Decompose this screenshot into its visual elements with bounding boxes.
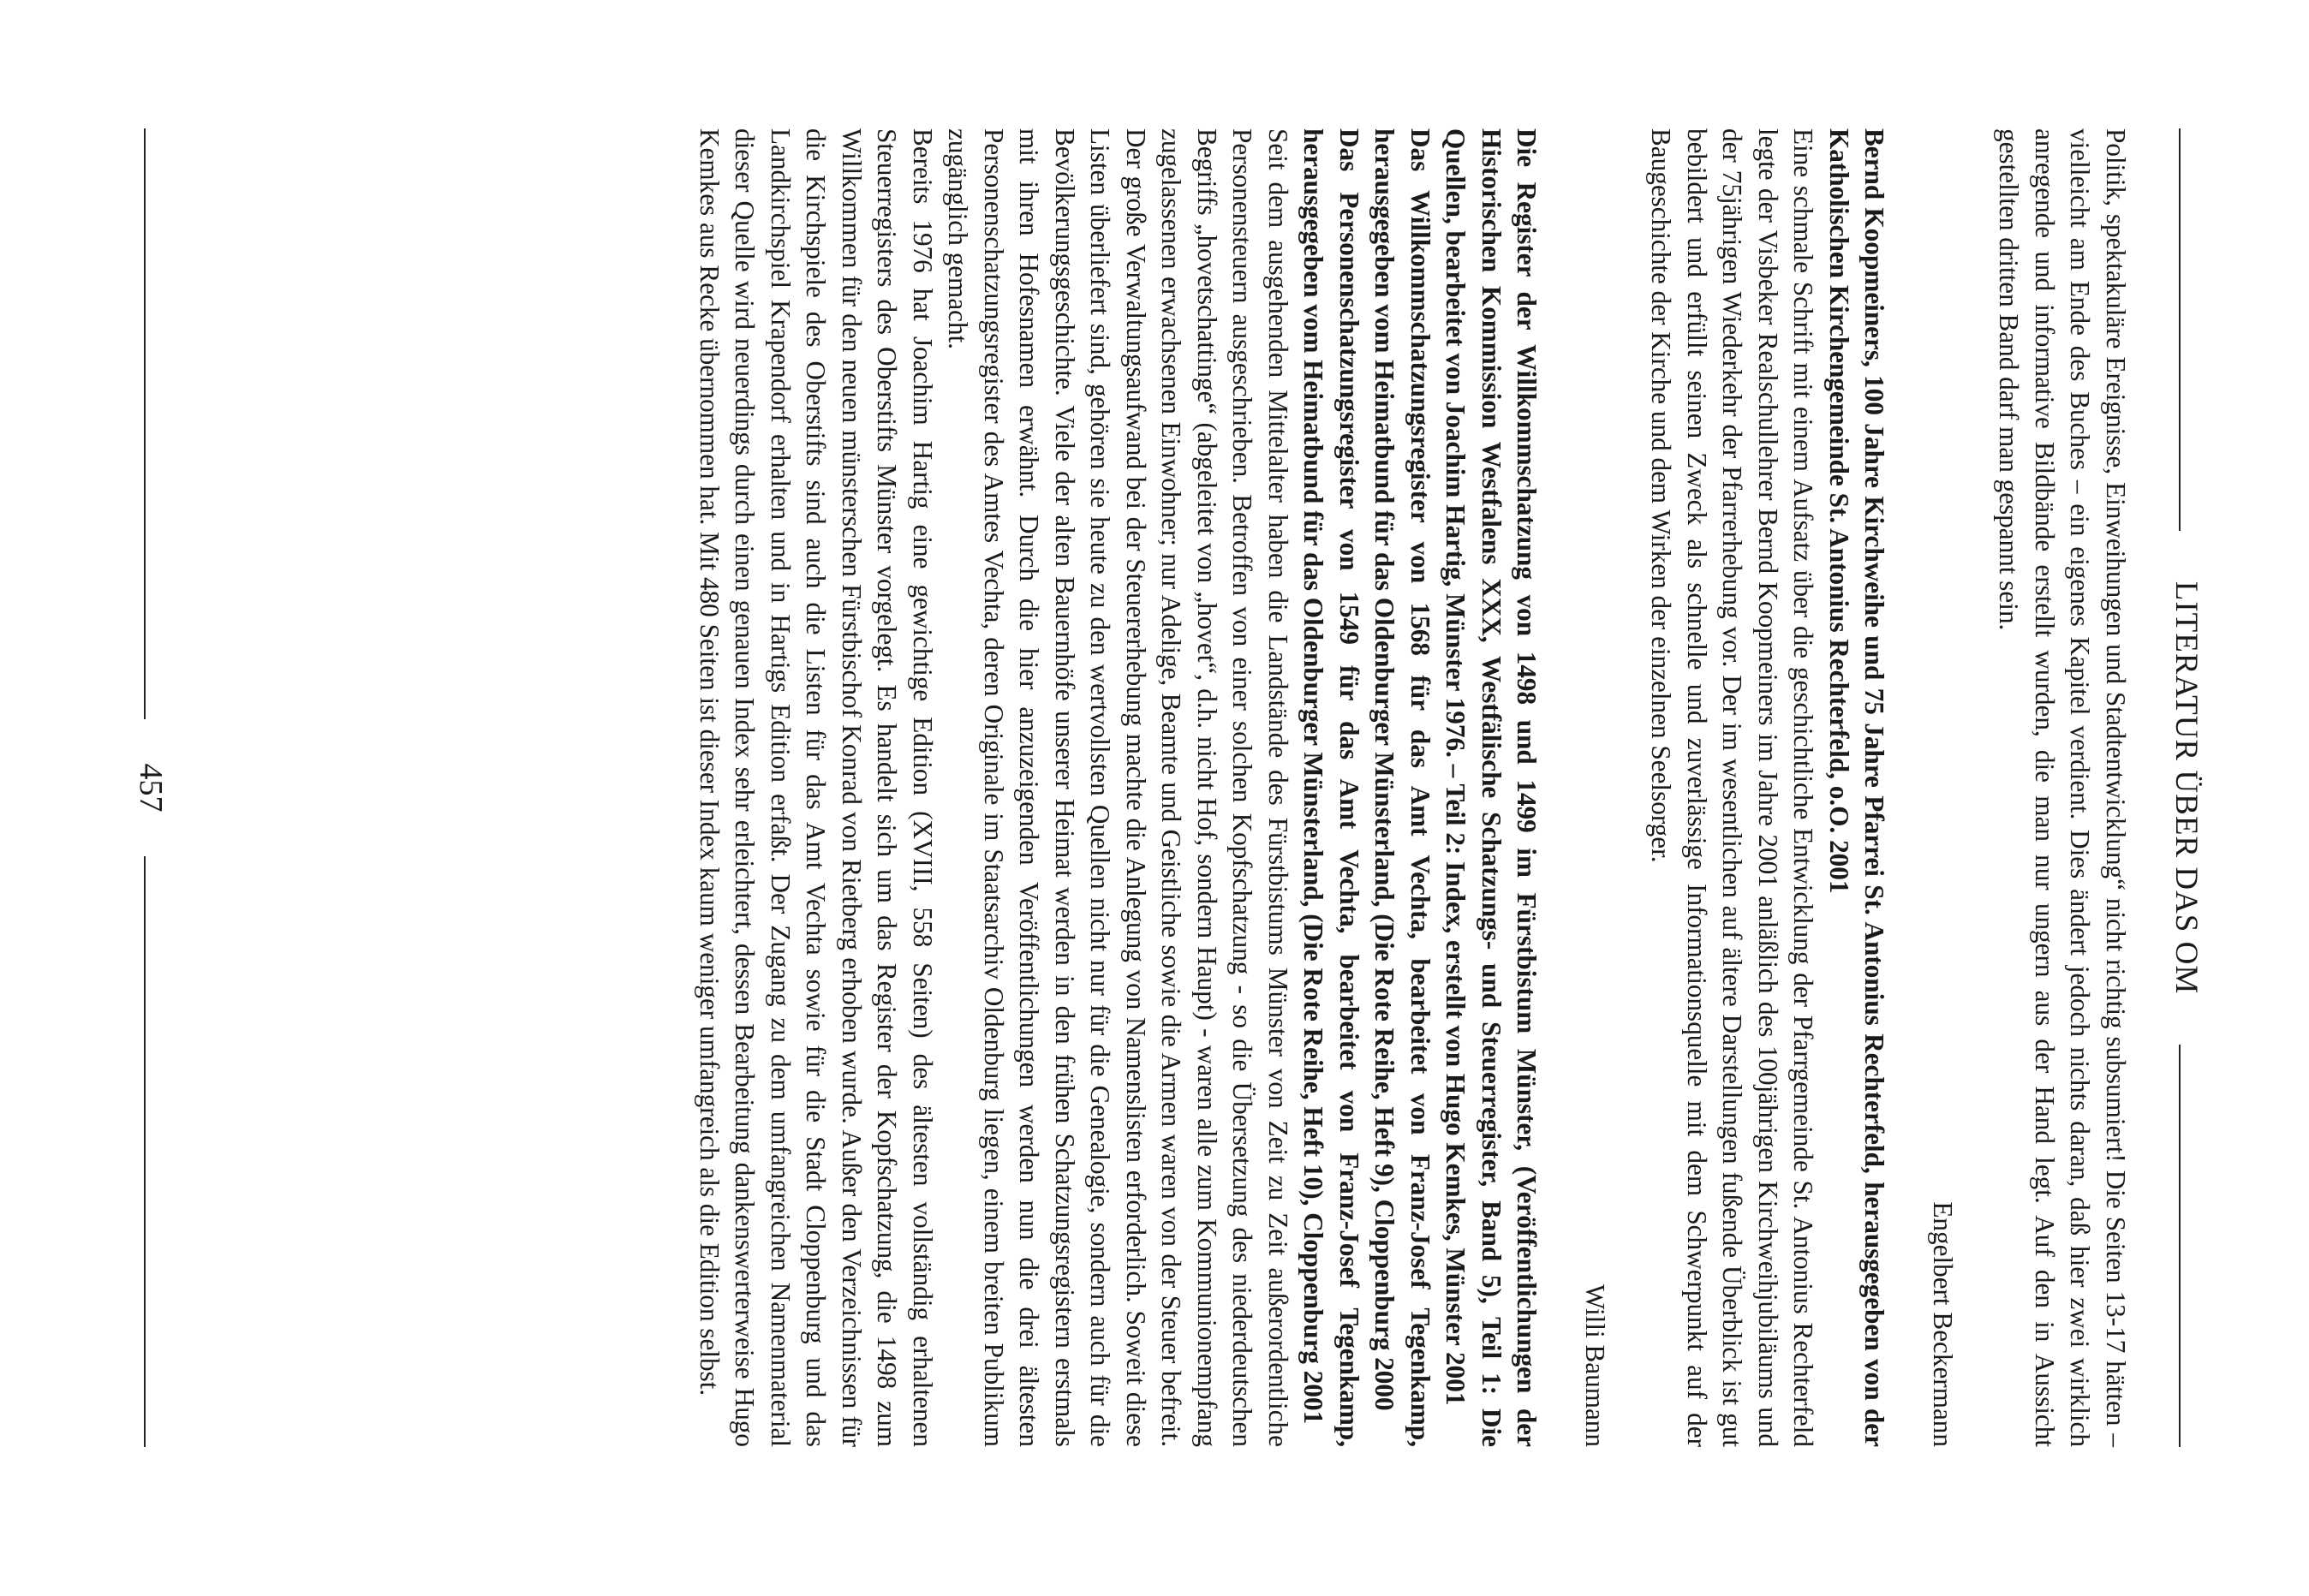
page-body [692,128,2134,1447]
review3-heading-1: Die Register der Willkommschatzung von 1498 und 1499 im Fürstbistum Münster, (Veröffentlichungen der Historischen Kommission Westfalens XXX, Westfälische Schatzungs- und Steuerregister, Band 5), Teil 1: Die Quellen, bearbeitet von Joachim Hartig, Münster 1976. – Teil 2: Index, erstellt von Hugo Kemkes, Münster 2001 [1441,128,1542,1447]
review3-paragraph-2: Bereits 1976 hat Joachim Hartig eine gewichtige Edition (XVIII, 558 Seiten) des ältesten vollständig erhaltenen Steuerregisters des Oberstifts Münster vorgelegt. Es handelt sich um das Register der Kopfschatzung, die 1498 zum Willkommen für den neuen münsterschen Fürstbischof Konrad von Rietberg erhoben wurde. Außer den Verzeichnissen für die Kirchspiele des Oberstifts sind auch die Listen für das Amt Vechta sowie für die Stadt Cloppenburg und das Landkirchspiel Krapendorf erhalten und in Hartigs Edition erfaßt. Der Zugang zu dem umfangreichen Namenmaterial dieser Quelle wird neuerdings durch einen genauen Index sehr erleichtert, dessen Bearbeitung dankenswerterweise Hugo Kemkes aus Recke übernommen hat. Mit 480 Seiten ist dieser Index kaum weniger umfangreich als die Edition selbst. [695,128,938,1447]
footer-rule-right [144,856,146,1447]
review2-heading: Bernd Koopmeiners, 100 Jahre Kirchweihe und 75 Jahre Pfarrei St. Antonius Rechterfeld, herausgegeben von der Katholischen Kirchengemeinde St. Antonius Rechterfeld, o.O. 2001 [1824,128,1890,1447]
review1-text-end: Politik, spektakuläre Ereignisse, Einweihungen und Stadtentwicklung“ nicht richtig subsumiert! Die Seiten 13-17 hätten – vielleicht am Ende des Buches – ein eigenes Kapitel verdient. Dies ändert jedoch nichts daran, daß hier zwei wirklich anregende und informative Bildbände erstellt wurden, die man nur ungern aus der Hand legt. Auf den in Aussicht gestellten dritten Band darf man gespannt sein. [1994,128,2131,1447]
review3-paragraph-1: Seit dem ausgehenden Mittelalter haben die Landstände des Fürstbistums Münster von Zeit zu Zeit außerordentliche Personensteuern ausgeschrieben. Betroffen von einer solchen Kopfschatzung - so die Übersetzung des niederdeutschen Begriffs „hovetschattinge“ (abgeleitet von „hovet“, d.h. nicht Hof, sondern Haupt) - waren alle zum Kommunionempfang zugelassenen erwachsenen Einwohner; nur Adelige, Beamte und Geistliche sowie die Armen waren von der Steuer befreit. Der große Verwaltungsaufwand bei der Steuererhebung machte die Anlegung von Namenslisten erforderlich. Soweit diese Listen überliefert sind, gehören sie heute zu den wertvollsten Quellen nicht nur für die Genealogie, sondern auch für die Bevölkerungsgeschichte. Viele der alten Bauernhöfe unserer Heimat werden in den frühen Schatzungsregistern erstmals mit ihren Hofesnamen erwähnt. Durch die hier anzuzeigenden Veröffentlichungen werden nun die drei ältesten Personenschatzungsregister des Amtes Vechta, deren Originale im Staatsarchiv Oldenburg liegen, einem breiten Publikum zugänglich gemacht. [943,128,1293,1447]
header-rule-left [2179,128,2181,531]
review2-text: Eine schmale Schrift mit einem Aufsatz über die geschichtliche Entwicklung der Pfarrgemeinde St. Antonius Rechterfeld legte der Visbeker Realschullehrer Bernd Koopmeiners im Jahre 2001 anläßlich des 100jährigen Kirchweihjubiläums und der 75jährigen Wiederkehr der Pfarrerhebung vor. Der im wesentlichen auf ältere Darstellungen fußende Überblick ist gut bebildert und erfüllt seinen Zweck als schnelle und zuverlässige Informationsquelle mit dem Schwerpunkt auf der Baugeschichte der Kirche und dem Wirken der einzelnen Seelsorger. [1646,128,1819,1447]
running-header [2146,128,2206,1447]
header-rule-right [2179,1045,2181,1447]
page-footer [120,128,171,1447]
page-number: 457 [133,763,169,813]
footer-rule-left [144,128,146,719]
review3-heading-3: Das Personenschatzungsregister von 1549 für das Amt Vechta, bearbeitet von Franz-Josef Tegenkamp, herausgegeben vom Heimatbund für das Oldenburger Münsterland, (Die Rote Reihe, Heft 10), Cloppenburg 2001 [1298,128,1364,1447]
running-title: LITERATUR ÜBER DAS OM [2169,581,2204,995]
review3-heading-2: Das Willkommschatzungsregister von 1568 für das Amt Vechta, bearbeitet von Franz-Josef Tegenkamp, herausgegeben vom Heimatbund für das Oldenburger Münsterland, (Die Rote Reihe, Heft 9), Cloppenburg 2000 [1369,128,1435,1447]
review2-author: Willi Baumann [1580,1283,1610,1447]
review1-author: Engelbert Beckermann [1928,1201,1958,1447]
